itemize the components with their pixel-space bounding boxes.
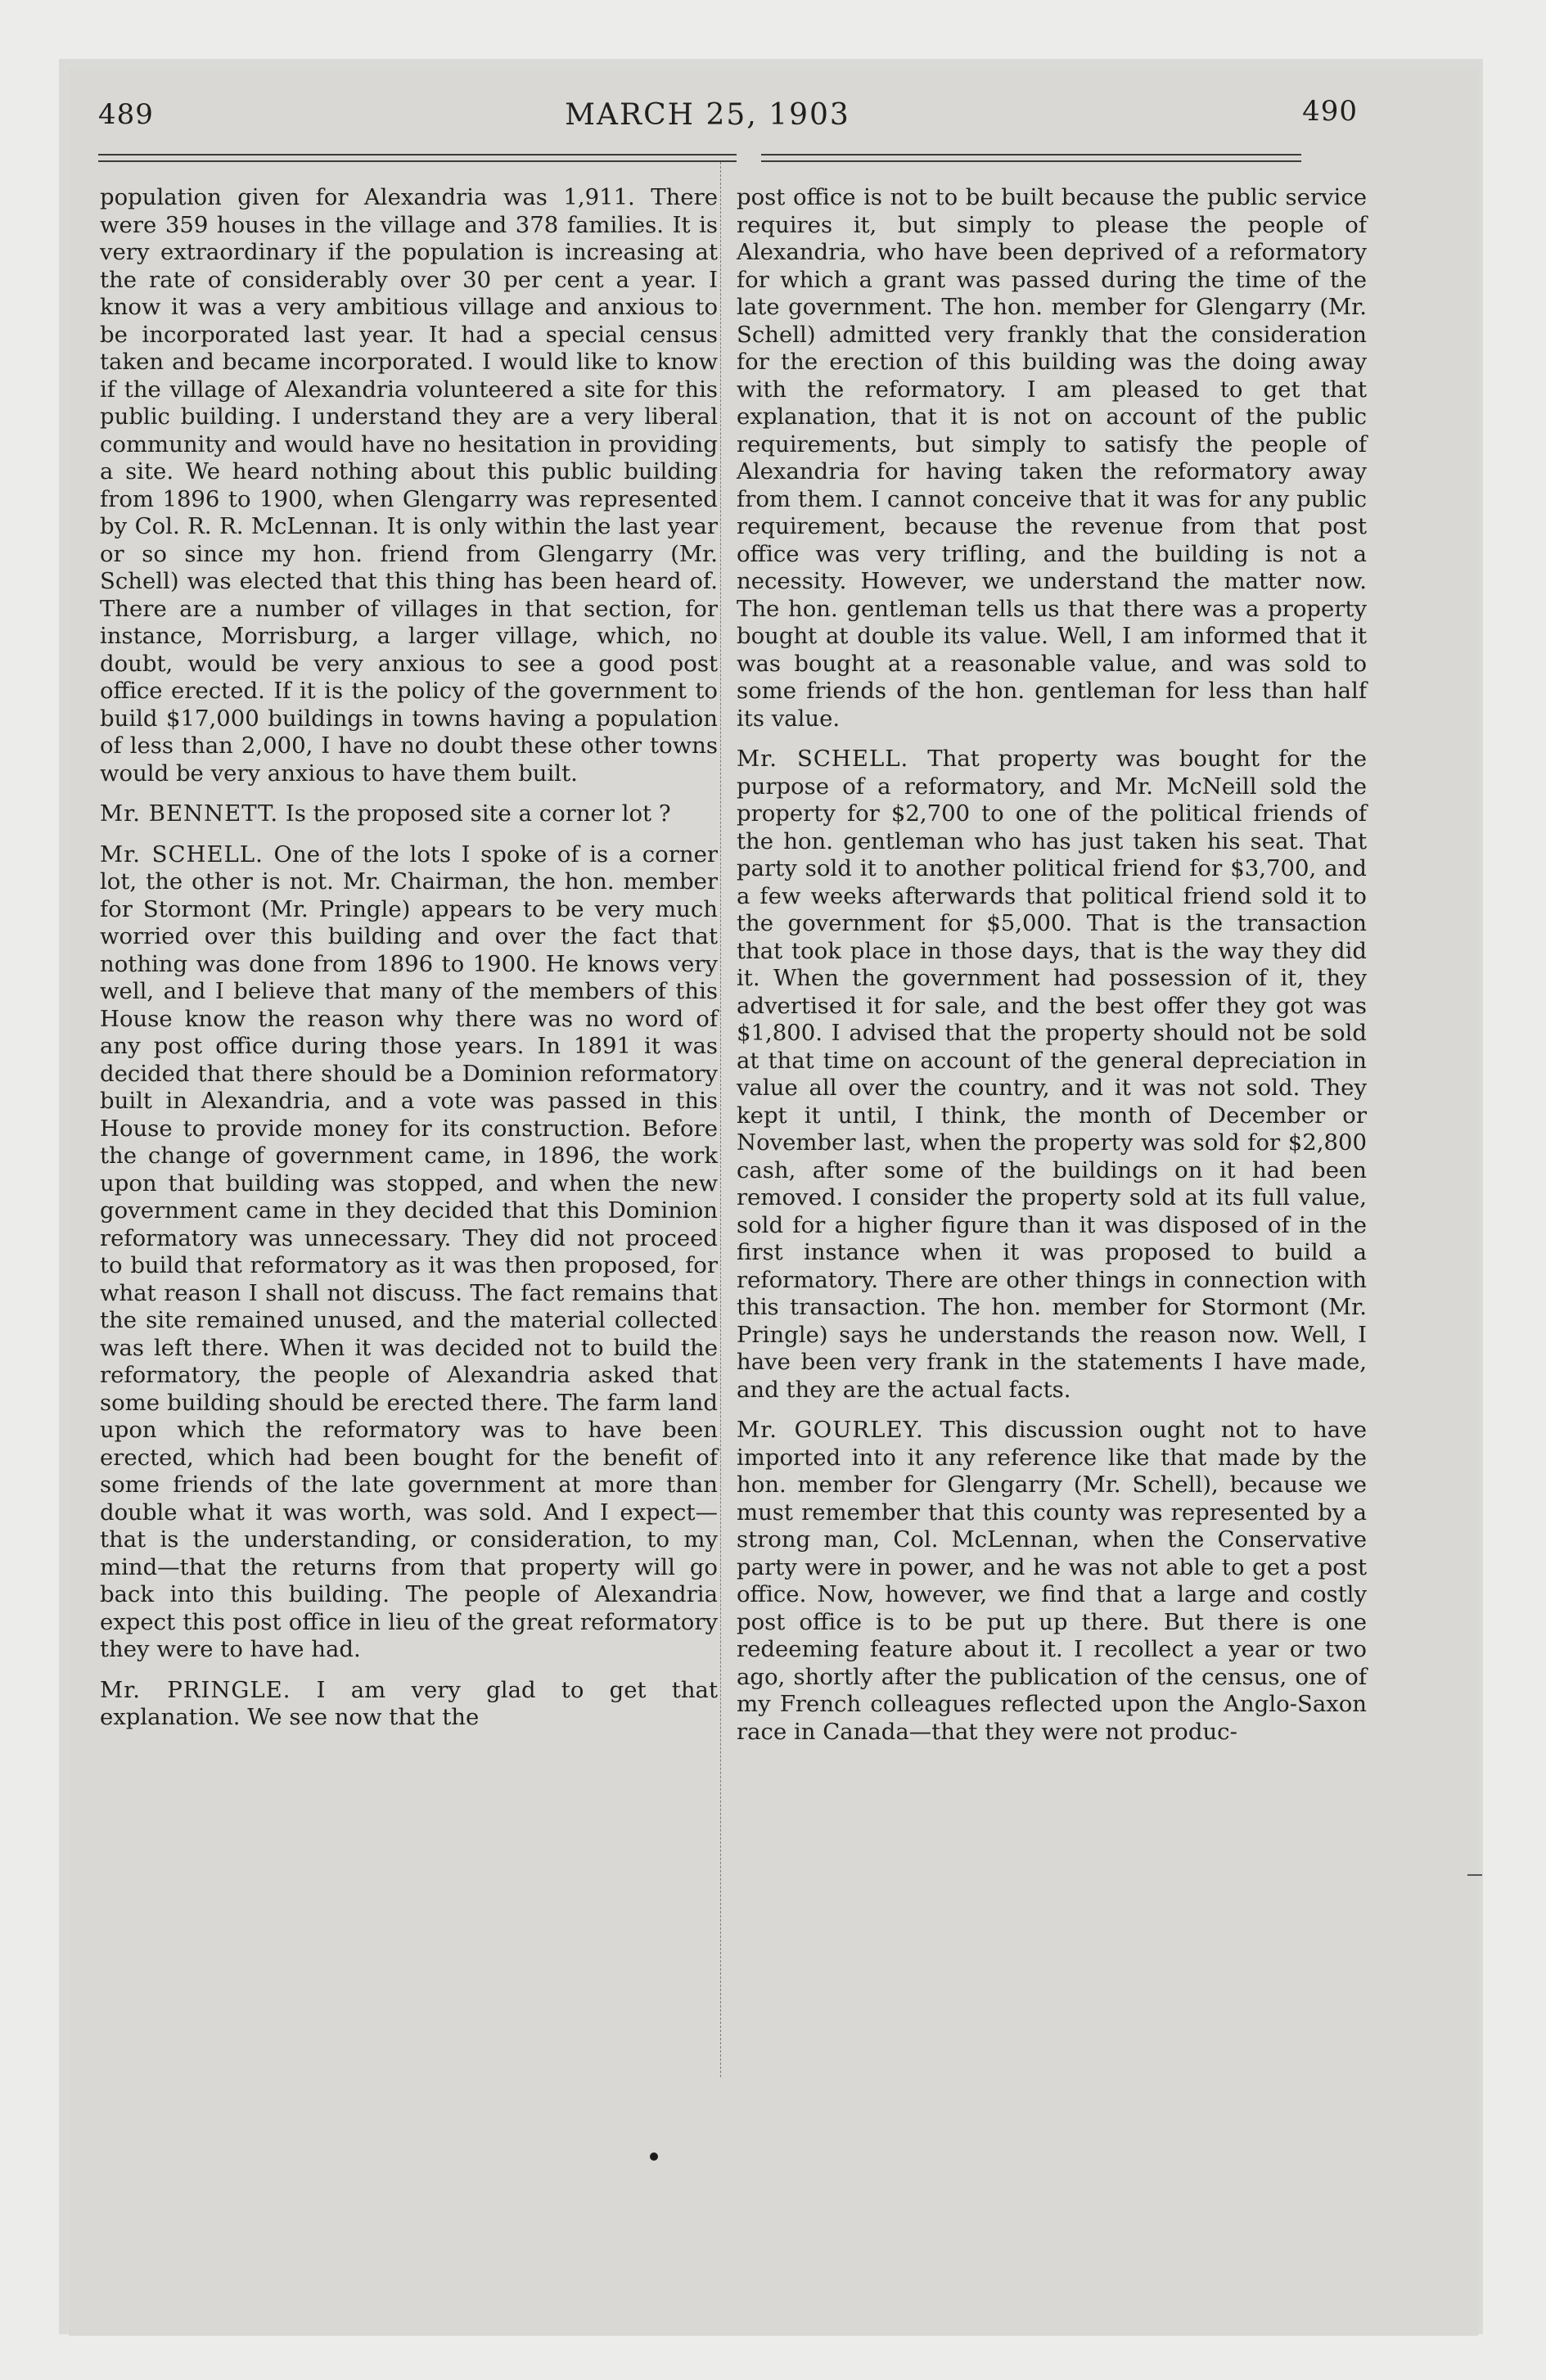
paragraph-text: population given for Alexandria was 1,911. There were 359 houses in the village and 378 families. It is very extraordinary if the population is increasing at the rate of considerably over 30 per cent a year. I know it was a very ambitious village and anxious to be incorporated last year. It had a special census taken and became incorporated. I would like to know if the village of Alexandria volunteered a site for this public building. I understand they are a very liberal community and would have no hesitation in providing a site. We heard nothing about this public building from 1896 to 1900, when Glengarry was represented by Col. R. R. McLennan. It is only within the last year or so since my hon. friend from Glengarry (Mr. Schell) was elected that this thing has been heard of. There are a number of villages in that section, for instance, Morrisburg, a larger village, which, no doubt, would be very anxious to see a good post office erected. If it is the policy of the government to build $17,000 buildings in towns having a population of less than 2,000, I have no doubt these other towns would be very anxious to have them built. [100,184,718,787]
header-rule-left [98,154,737,162]
paragraph-text: One of the lots I spoke of is a corner lot, the other is not. Mr. Chairman, the hon. member for Stormont (Mr. Pringle) appears to be very much worried over this building and over the fact that nothing was done from 1896 to 1900. He knows very well, and I believe that many of the members of this House know the reason why there was no word of any post office during those years. In 1891 it was decided that there should be a Dominion reformatory built in Alexandria, and a vote was passed in this House to provide money for its construction. Before the change of government came, in 1896, the work upon that building was stopped, and when the new government came in they decided that this Dominion reformatory was unnecessary. They did not proceed to build that reformatory as it was then proposed, for what reason I shall not discuss. The fact remains that the site remained unused, and the material collected was left there. When it was decided not to build the reformatory, the people of Alexandria asked that some building should be erected there. The farm land upon which the reformatory was to have been erected, which had been bought for the benefit of some friends of the late government at more than double what it was worth, was sold. And I expect—that is the understanding, or consideration, to my mind—that the returns from that property will go back into this building. The people of Alexandria expect this post office in lieu of the great reformatory they were to have had. [100,841,718,1662]
speaker-name: Mr. GOURLEY. [737,1417,924,1443]
right-column [737,184,1367,1759]
speech-paragraph [100,841,718,1664]
speech-paragraph [100,800,718,828]
margin-mark [1467,1874,1482,1876]
speech-paragraph [737,746,1367,1404]
paragraph-text: Is the proposed site a corner lot ? [285,800,671,827]
paragraph-text: That property was bought for the purpose of a reformatory, and Mr. McNeill sold the property for $2,700 to one of the political friends of the hon. gentleman who has just taken his seat. That party sold it to another political friend for $3,700, and a few weeks afterwards that political friend sold it to the government for $5,000. That is the transaction that took place in those days, that is the way they did it. When the government had possession of it, they advertised it for sale, and the best offer they got was $1,800. I advised that the property should not be sold at that time on account of the general depreciation in value all over the country, and it was not sold. They kept it until, I think, the month of December or November last, when the property was sold for $2,800 cash, after some of the buildings on it had been removed. I consider the property sold at its full value, sold for a higher figure than it was disposed of in the first instance when it was proposed to build a reformatory. There are other things in connection with this transaction. The hon. member for Stormont (Mr. Pringle) says he understands the reason now. Well, I have been very frank in the statements I have made, and they are the actual facts. [737,746,1368,1403]
column-divider [720,162,721,2077]
page-number-left: 489 [98,98,154,131]
speaker-name: Mr. SCHELL. [100,841,264,868]
paragraph [100,184,718,787]
left-column [100,184,718,1745]
paragraph [737,184,1367,732]
page-number-right: 490 [1302,95,1358,128]
speaker-name: Mr. BENNETT. [100,800,279,827]
footer-dot [650,2152,658,2161]
page-header [0,0,1546,164]
paragraph-text: I am very glad to get that explanation. We see now that the [100,1676,718,1730]
speech-paragraph [100,1677,718,1732]
paragraph-text: post office is not to be built because the public service requires it, but simply to please the people of Alexandria, who have been deprived of a reformatory for which a grant was passed during the time of the late government. The hon. member for Glengarry (Mr. Schell) admitted very frankly that the consideration for the erection of this building was the doing away with the reformatory. I am pleased to get that explanation, that it is not on account of the public requirements, but simply to satisfy the people of Alexandria for having taken the reformatory away from them. I cannot conceive that it was for any public requirement, because the revenue from that post office was very trifling, and the building is not a necessity. However, we understand the matter now. The hon. gentleman tells us that there was a property bought at double its value. Well, I am informed that it was bought at a reasonable value, and was sold to some friends of the hon. gentleman for less than half its value. [737,184,1367,732]
speaker-name: Mr. SCHELL. [737,746,909,772]
speech-paragraph [737,1417,1367,1746]
paragraph-text: This discussion ought not to have imported into it any reference like that made by the hon. member for Glengarry (Mr. Schell), because we must remember that this county was represented by a strong man, Col. McLennan, when the Conservative party were in power, and he was not able to get a post office. Now, however, we find that a large and costly post office is to be put up there. But there is one redeeming feature about it. I recollect a year or two ago, shortly after the publication of the census, one of my French colleagues reflected upon the Anglo-Saxon race in Canada—that they were not produc- [737,1417,1367,1745]
page-date: MARCH 25, 1903 [565,98,850,132]
speaker-name: Mr. PRINGLE. [100,1676,291,1703]
header-rule-right [761,154,1301,162]
